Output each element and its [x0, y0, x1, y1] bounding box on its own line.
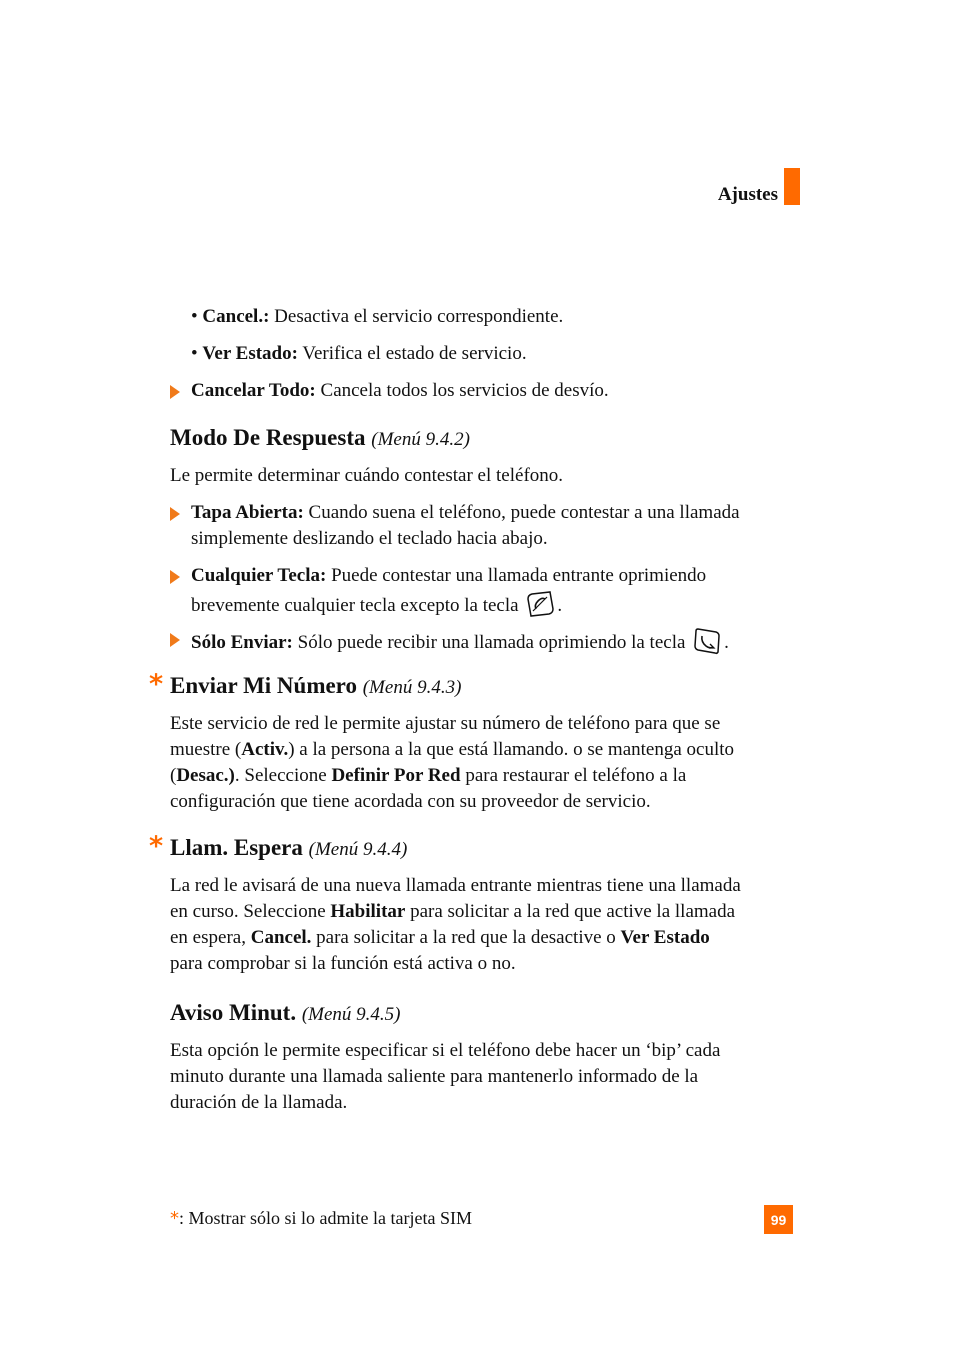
bold-term: Ver Estado: [620, 927, 710, 948]
heading-aviso-minut: [170, 999, 401, 1029]
bullet-label: Cancel.:: [202, 306, 270, 327]
section-label: Ajustes: [717, 184, 778, 205]
body-line: Este servicio de red le permite ajustar su número de teléfono para que se: [170, 713, 721, 734]
item-text: simplemente deslizando el teclado hacia abajo.: [191, 528, 548, 549]
bold-term: Habilitar: [330, 901, 406, 922]
bold-term: Desac.): [176, 765, 235, 786]
heading-modo-respuesta: [170, 424, 470, 454]
arrow-bullet-icon: [170, 633, 180, 647]
send-key-icon: [692, 626, 722, 656]
bullet-text: Verifica el estado de servicio.: [297, 343, 527, 364]
heading-title: Aviso Minut.: [170, 1000, 297, 1025]
item-label: Sólo Enviar:: [191, 632, 293, 653]
text: para solicitar a la red que la desactive o: [311, 927, 621, 948]
text: ) a la persona a la que está llamando. o se mantenga oculto: [288, 739, 735, 760]
text: muestre (: [170, 739, 242, 760]
body-line: Esta opción le permite especificar si el teléfono debe hacer un ‘bip’ cada: [170, 1040, 721, 1061]
body-line: [170, 737, 810, 763]
text: para solicitar a la red que active la llamada: [405, 901, 736, 922]
text: en curso. Seleccione: [170, 901, 331, 922]
bullet-label: Ver Estado:: [202, 343, 298, 364]
body-line: [170, 925, 810, 951]
heading-title: Modo De Respuesta: [170, 425, 366, 450]
bold-term: Activ.: [241, 739, 289, 760]
modo-respuesta-intro: Le permite determinar cuándo contestar el teléfono.: [170, 465, 564, 486]
body-line: [170, 899, 810, 925]
item-label: Cualquier Tecla:: [191, 565, 327, 586]
item-text: Cancela todos los servicios de desvío.: [315, 380, 609, 401]
section-accent-bar: [784, 168, 800, 205]
footnote: [170, 1208, 472, 1229]
heading-title: Llam. Espera: [170, 835, 303, 860]
bold-term: Definir Por Red: [331, 765, 461, 786]
item-solo-enviar: [191, 626, 729, 656]
text: (: [170, 765, 177, 786]
item-text: Sólo puede recibir una llamada oprimiendo la tecla: [292, 632, 686, 653]
text: en espera,: [170, 927, 251, 948]
bold-term: Cancel.: [250, 927, 312, 948]
heading-menu: (Menú 9.4.4): [308, 839, 408, 860]
heading-menu: (Menú 9.4.3): [362, 677, 462, 698]
heading-menu: (Menú 9.4.5): [301, 1004, 401, 1025]
bullet-text: Desactiva el servicio correspondiente.: [269, 306, 564, 327]
footnote-asterisk-icon: *: [170, 1208, 179, 1229]
body-line: duración de la llamada.: [170, 1092, 348, 1113]
punctuation: .: [724, 632, 729, 653]
enviar-numero-body: [170, 711, 810, 815]
item-text: Cuando suena el teléfono, puede contestar a una llamada: [303, 502, 740, 523]
end-key-icon: [525, 589, 555, 619]
llam-espera-body: [170, 873, 810, 977]
item-tapa-abierta: [191, 500, 811, 552]
body-line: La red le avisará de una nueva llamada entrante mientras tiene una llamada: [170, 875, 741, 896]
item-label: Cancelar Todo:: [191, 380, 316, 401]
footnote-text: : Mostrar sólo si lo admite la tarjeta SIM: [179, 1208, 472, 1228]
sim-asterisk-icon: *: [149, 831, 164, 862]
page-number: 99: [764, 1205, 793, 1234]
item-cancelar-todo: [191, 378, 609, 404]
arrow-bullet-icon: [170, 385, 180, 399]
heading-menu: (Menú 9.4.2): [371, 429, 470, 450]
sim-asterisk-icon: *: [149, 669, 164, 700]
punctuation: .: [557, 595, 563, 616]
aviso-minut-body: [170, 1038, 810, 1116]
text: para restaurar el teléfono a la: [460, 765, 687, 786]
body-line: configuración que tiene acordada con su proveedor de servicio.: [170, 791, 651, 812]
text: . Seleccione: [234, 765, 332, 786]
body-line: minuto durante una llamada saliente para mantenerlo informado de la: [170, 1066, 699, 1087]
bullet-ver-estado: • Ver Estado: Verifica el estado de servicio.: [191, 343, 527, 364]
item-text: brevemente cualquier tecla excepto la tecla: [191, 595, 519, 616]
item-text: Puede contestar una llamada entrante oprimiendo: [326, 565, 707, 586]
bullet-cancel: • Cancel.: Desactiva el servicio correspondiente.: [191, 306, 564, 327]
heading-enviar-numero: [170, 672, 461, 702]
body-line: para comprobar si la función está activa o no.: [170, 953, 516, 974]
arrow-bullet-icon: [170, 507, 180, 521]
arrow-bullet-icon: [170, 570, 180, 584]
heading-title: Enviar Mi Número: [170, 673, 357, 698]
item-cualquier-tecla: [191, 563, 811, 619]
item-label: Tapa Abierta:: [191, 502, 304, 523]
body-line: [170, 763, 810, 789]
heading-llam-espera: [170, 834, 407, 864]
